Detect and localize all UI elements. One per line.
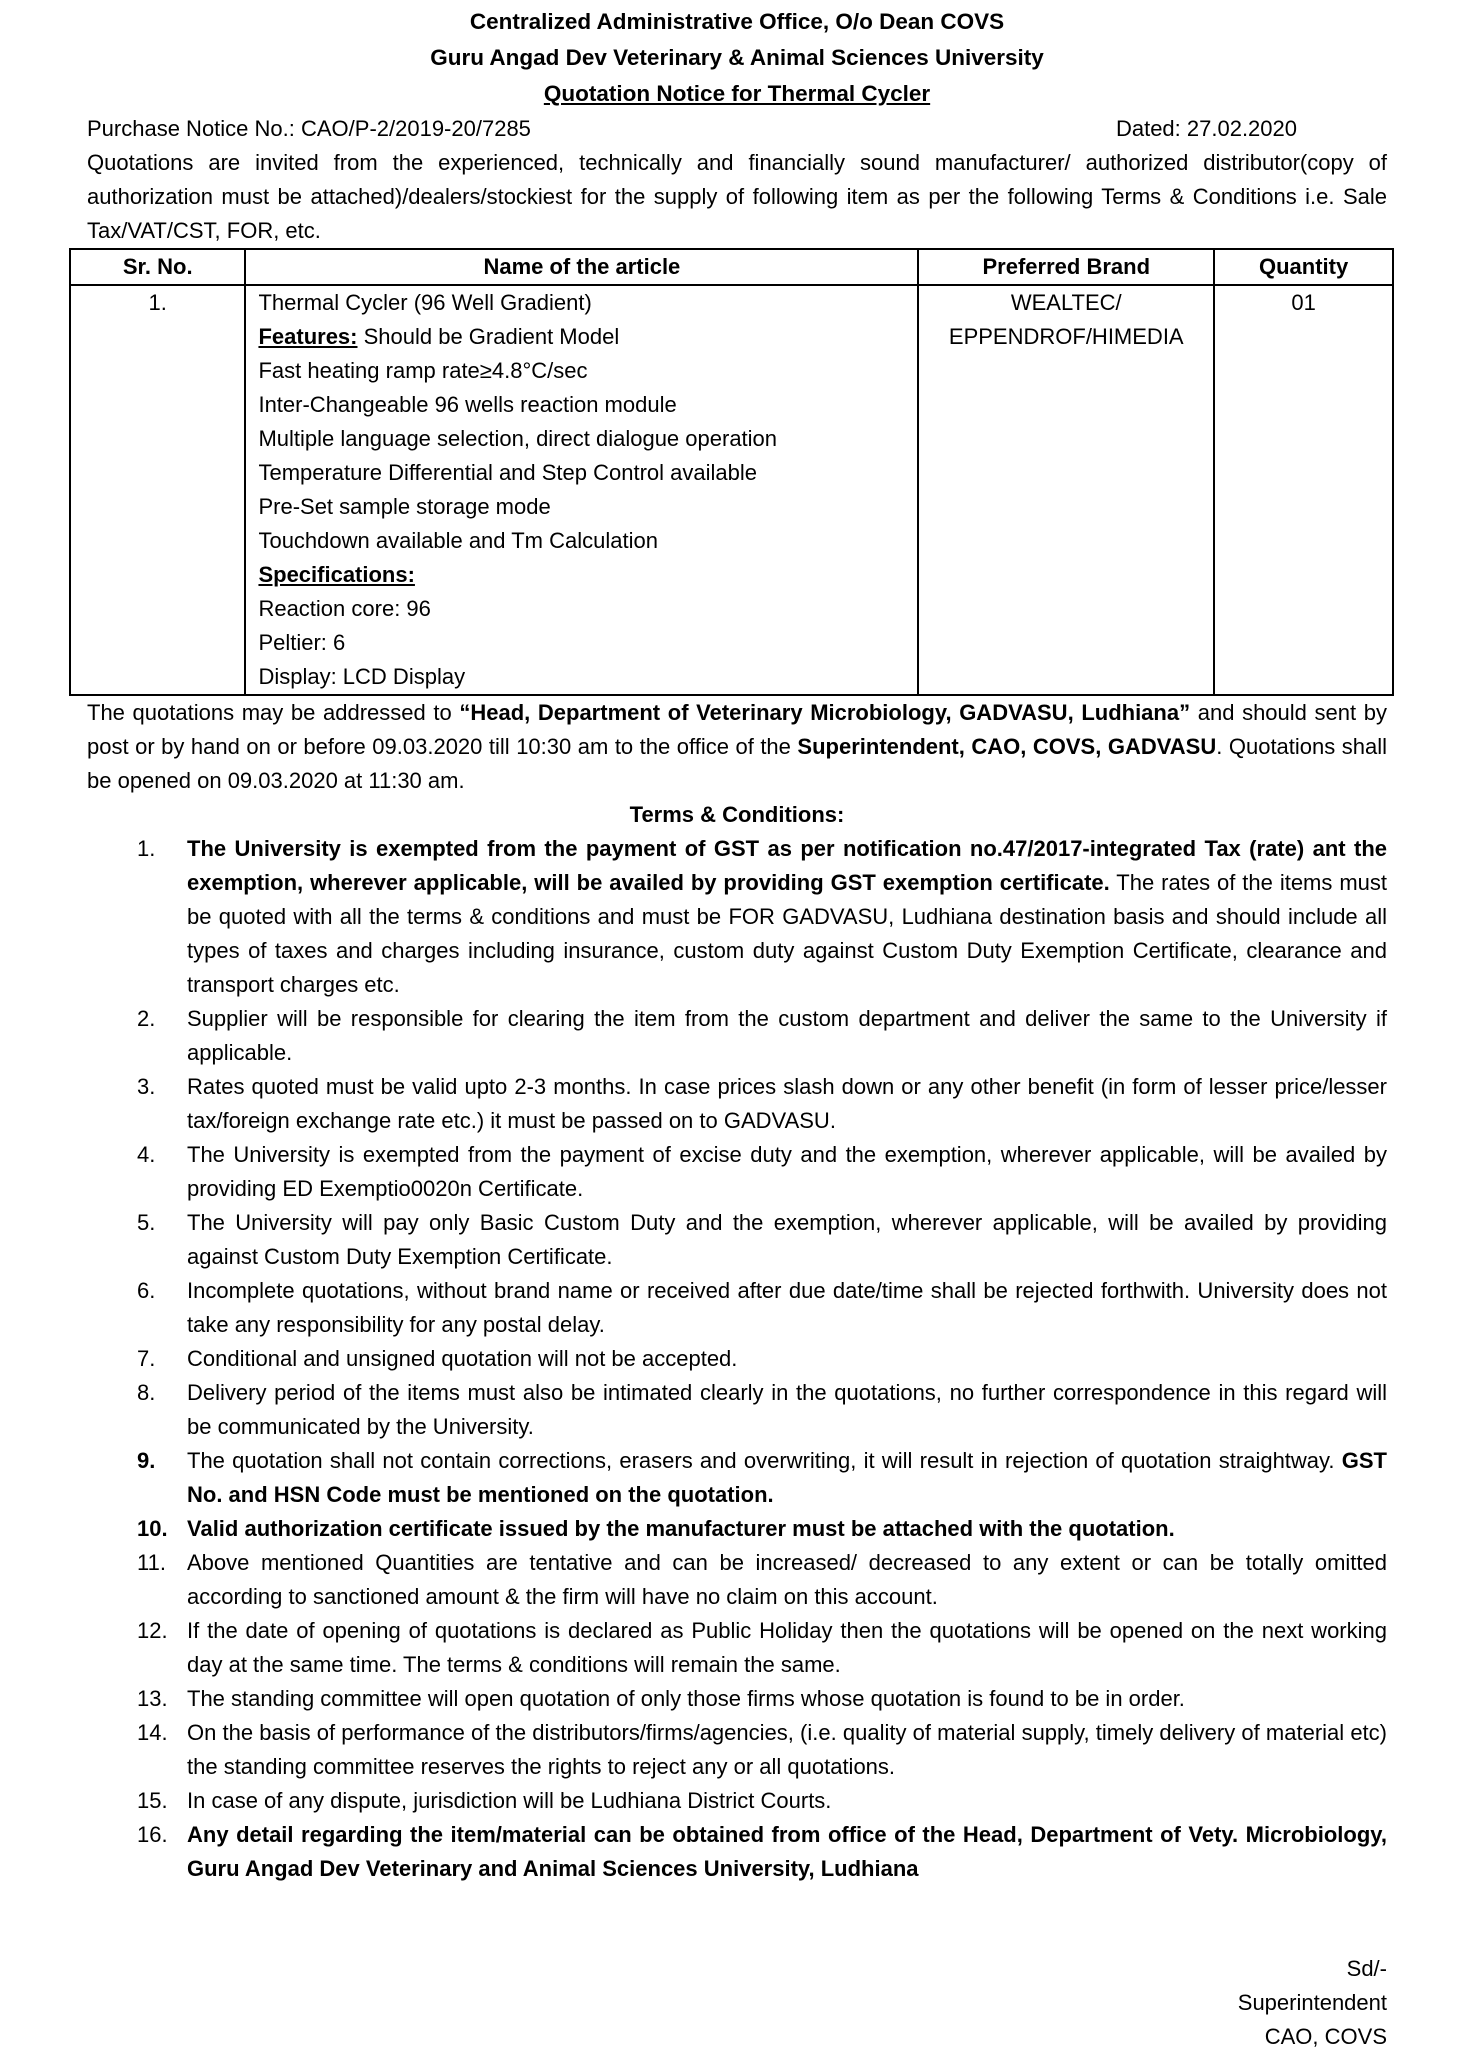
term-item xyxy=(87,1274,1387,1342)
term-item xyxy=(87,832,1387,1002)
term-text: The University is exempted from the payment of excise duty and the exemption, wherever applicable, will be availed by providing ED Exemptio0020n Certificate. xyxy=(187,1142,1387,1201)
term-plain-text: The quotation shall not contain corrections, erasers and overwriting, it will result in rejection of quotation straightway. xyxy=(187,1448,1342,1473)
term-item xyxy=(87,1376,1387,1444)
term-item xyxy=(87,1512,1387,1546)
specifications-label: Specifications: xyxy=(258,562,415,587)
term-text xyxy=(187,832,1387,1002)
terms-heading: Terms & Conditions: xyxy=(629,802,845,827)
submission-office: Superintendent, CAO, COVS, GADVASU xyxy=(797,734,1217,759)
term-number: 6. xyxy=(137,1278,156,1303)
document-page xyxy=(87,0,1387,1886)
features-first-line xyxy=(258,320,905,354)
items-table xyxy=(69,248,1394,696)
term-item xyxy=(87,1138,1387,1206)
spec-item: Peltier: 6 xyxy=(258,630,346,655)
term-text xyxy=(187,1444,1387,1512)
term-number: 3. xyxy=(137,1074,156,1099)
addressee: “Head, Department of Veterinary Microbiology, GADVASU, Ludhiana” xyxy=(459,700,1191,725)
term-number: 2. xyxy=(137,1006,156,1031)
term-text: Above mentioned Quantities are tentative and can be increased/ decreased to any extent or can be totally omitted according to sanctioned amount & the firm will have no claim on this account. xyxy=(187,1550,1387,1609)
term-number: 4. xyxy=(137,1142,156,1167)
row-preferred-brand xyxy=(918,285,1214,695)
terms-list xyxy=(87,832,1387,1886)
term-item xyxy=(87,1818,1387,1886)
col-article-name: Name of the article xyxy=(245,249,918,285)
address-text: . Quotations shall be opened on 09.03.2020 at 11:30 am. xyxy=(87,734,1388,793)
office-heading: Centralized Administrative Office, O/o Dean COVS xyxy=(469,9,1005,34)
term-text: Valid authorization certificate issued by the manufacturer must be attached with the quotation. xyxy=(187,1516,1175,1541)
term-number: 11. xyxy=(137,1550,166,1575)
term-item xyxy=(87,1716,1387,1784)
term-text: If the date of opening of quotations is declared as Public Holiday then the quotations will be opened on the next working day at the same time. The terms & conditions will remain the same. xyxy=(187,1618,1387,1677)
notice-date: Dated: 27.02.2020 xyxy=(1115,116,1297,141)
table-row xyxy=(70,285,1393,695)
term-item xyxy=(87,1614,1387,1682)
address-text: and should sent by post or by hand on or before 09.03.2020 till 10:30 am to the office of the xyxy=(87,700,1387,759)
features-label: Features: xyxy=(258,324,358,349)
term-number: 10. xyxy=(137,1516,168,1541)
term-text: The University will pay only Basic Custom Duty and the exemption, wherever applicable, will be availed by providing against Custom Duty Exemption Certificate. xyxy=(187,1210,1387,1269)
term-item xyxy=(87,1546,1387,1614)
notice-number-row xyxy=(87,112,1387,146)
term-bold-text: GST No. and HSN Code must be mentioned on the quotation. xyxy=(187,1448,1387,1507)
row-sr-no: 1. xyxy=(70,285,245,695)
intro-paragraph: Quotations are invited from the experienced, technically and financially sound manufacturer/ authorized distributor(copy of authorization must be attached)/dealers/stockiest for the supply of following item as per the following Terms & Conditions i.e. Sale Tax/VAT/CST, FOR, etc. xyxy=(87,150,1387,243)
term-text: Any detail regarding the item/material can be obtained from office of the Head, Department of Vety. Microbiology, Guru Angad Dev Veterinary and Animal Sciences University, Ludhiana xyxy=(187,1822,1387,1881)
signatory-office: CAO, COVS xyxy=(1264,2024,1387,2049)
signatory-title: Superintendent xyxy=(1237,1990,1387,2015)
address-text: The quotations may be addressed to xyxy=(87,700,460,725)
feature-gradient: Should be Gradient Model xyxy=(357,324,620,349)
row-quantity: 01 xyxy=(1214,285,1393,695)
term-text: On the basis of performance of the distributors/firms/agencies, (i.e. quality of material supply, timely delivery of material etc) the standing committee reserves the rights to reject any or all quotations. xyxy=(187,1720,1387,1779)
term-text: Conditional and unsigned quotation will not be accepted. xyxy=(187,1346,738,1371)
feature-item: Temperature Differential and Step Control available xyxy=(258,460,757,485)
brand-line: WEALTEC/ xyxy=(1010,290,1122,315)
purchase-notice-number: Purchase Notice No.: CAO/P-2/2019-20/7285 xyxy=(87,116,531,141)
col-sr-no: Sr. No. xyxy=(70,249,245,285)
notice-title: Quotation Notice for Thermal Cycler xyxy=(543,81,931,106)
signature-block xyxy=(1238,1952,1387,2054)
term-number: 15. xyxy=(137,1788,168,1813)
row-article-details xyxy=(245,285,918,695)
feature-item: Touchdown available and Tm Calculation xyxy=(258,528,658,553)
feature-item: Pre-Set sample storage mode xyxy=(258,494,551,519)
spec-item: Display: LCD Display xyxy=(258,664,466,689)
address-paragraph xyxy=(87,696,1387,798)
feature-item: Inter-Changeable 96 wells reaction module xyxy=(258,392,677,417)
term-item xyxy=(87,1682,1387,1716)
signature-sd: Sd/- xyxy=(1346,1956,1387,1981)
col-preferred-brand: Preferred Brand xyxy=(918,249,1214,285)
term-text: Delivery period of the items must also be intimated clearly in the quotations, no further correspondence in this regard will be communicated by the University. xyxy=(187,1380,1387,1439)
term-text: Supplier will be responsible for clearing the item from the custom department and deliver the same to the University if applicable. xyxy=(187,1006,1387,1065)
term-number: 16. xyxy=(137,1822,168,1847)
term-item xyxy=(87,1784,1387,1818)
spec-item: Reaction core: 96 xyxy=(258,596,431,621)
term-text: In case of any dispute, jurisdiction will be Ludhiana District Courts. xyxy=(187,1788,832,1813)
article-title: Thermal Cycler (96 Well Gradient) xyxy=(258,290,592,315)
col-quantity: Quantity xyxy=(1214,249,1393,285)
term-number: 8. xyxy=(137,1380,156,1405)
term-item xyxy=(87,1444,1387,1512)
term-bold-text: The University is exempted from the payment of GST as per notification no.47/2017-integrated Tax (rate) ant the exemption, wherever applicable, will be availed by providing GST exemption certificate. xyxy=(187,836,1387,895)
term-item xyxy=(87,1002,1387,1070)
term-number: 9. xyxy=(137,1448,156,1473)
term-number: 5. xyxy=(137,1210,156,1235)
term-item xyxy=(87,1206,1387,1274)
feature-item: Multiple language selection, direct dialogue operation xyxy=(258,426,778,451)
term-number: 13. xyxy=(137,1686,168,1711)
feature-item: Fast heating ramp rate≥4.8°C/sec xyxy=(258,358,588,383)
table-header-row xyxy=(70,249,1393,285)
term-text: Incomplete quotations, without brand name or received after due date/time shall be rejected forthwith. University does not take any responsibility for any postal delay. xyxy=(187,1278,1387,1337)
term-text: Rates quoted must be valid upto 2-3 months. In case prices slash down or any other benefit (in form of lesser price/lesser tax/foreign exchange rate etc.) it must be passed on to GADVASU. xyxy=(187,1074,1387,1133)
term-number: 12. xyxy=(137,1618,168,1643)
term-number: 14. xyxy=(137,1720,168,1745)
term-item xyxy=(87,1342,1387,1376)
university-heading: Guru Angad Dev Veterinary & Animal Sciences University xyxy=(430,45,1044,70)
term-plain-text: The rates of the items must be quoted with all the terms & conditions and must be FOR GADVASU, Ludhiana destination basis and should include all types of taxes and charges including insurance, custom duty against Custom Duty Exemption Certificate, clearance and transport charges etc. xyxy=(187,870,1387,997)
brand-line: EPPENDROF/HIMEDIA xyxy=(948,324,1184,349)
term-text: The standing committee will open quotation of only those firms whose quotation is found to be in order. xyxy=(187,1686,1185,1711)
term-number: 7. xyxy=(137,1346,156,1371)
term-number: 1. xyxy=(137,836,156,861)
term-item xyxy=(87,1070,1387,1138)
